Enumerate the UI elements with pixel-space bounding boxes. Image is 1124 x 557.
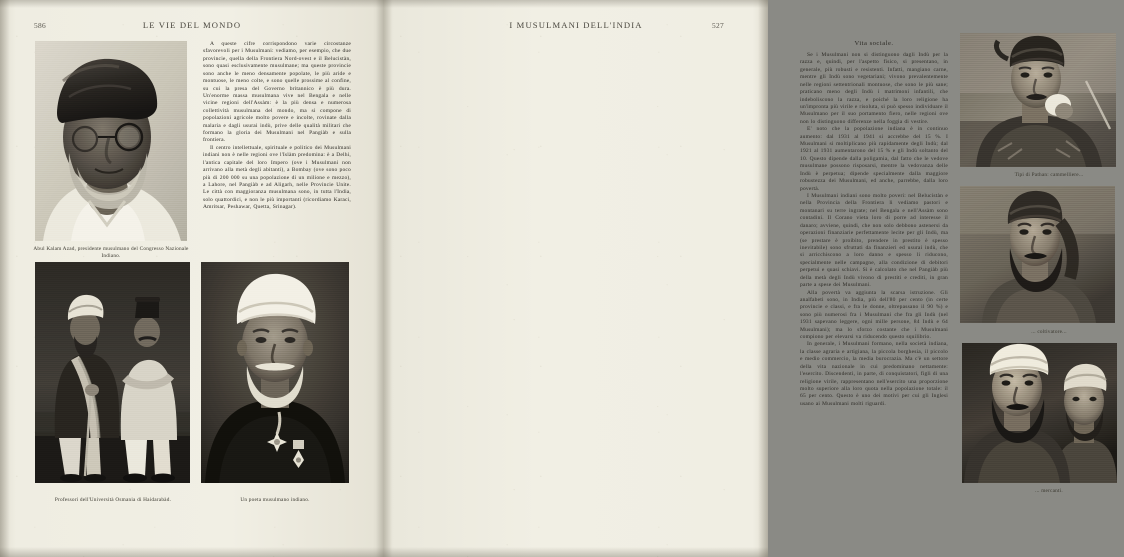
photo-osmania-professors [35,262,190,483]
paragraph: E' noto che la popolazione indiana è in continuo aumento: dal 1931 al 1941 si accrebbe del 15 %. I Musulmani si moltiplicano più rapidamente degli Indù; dal 1921 al 1931 aumentarono del 15 % e gli Indù soltanto del 10. Questo dipende dalla poligamia, dal fatto che le vedove musulmane possono risposarsi, mentre la vedovanza delle Indù è perpetua; dipende specialmente dalla maggiore robustezza dei Musulmani, ed anche, parrebbe, dalla loro povertà. [800,126,948,192]
paper-texture-right [384,0,768,557]
paragraph: Se i Musulmani non si distinguono dagli Indù per la razza e, quindi, per l'aspetto fisico, si presentano, in generale, più robusti e resistenti. Infatti, mangiano carne, mentre gli Indù sono vegetariani; vivono prevalentemente nelle regioni settentrionali montuose, che sono le più sane; praticano meno degli Indù i matrimoni infantili, che indeboliscono la razza, e poiché la loro religione ha un'impronta più virile e risoluta, si può spesso individuare il Musulmano per il suo portamento fiero, nelle regioni ove non lo distinguono differenze nella foggia di vestire. [800,52,948,125]
photo-pathan-farmer [960,186,1115,323]
right-page-text-column [800,52,948,408]
left-page [0,0,384,557]
caption-abul-kalam-azad: Abul Kalam Azad, presidente musulmano del Congresso Nazionale Indiano. [33,246,189,259]
right-page [384,0,1084,557]
running-head-right: I MUSULMANI DELL'INDIA [509,20,643,30]
photo-indian-muslim-poet [201,262,349,483]
photo-pathan-camel-driver [960,33,1116,167]
caption-pathan-farmer: ... coltivatore... [1031,329,1067,335]
photo-abul-kalam-azad [35,41,187,241]
running-head-left: LE VIE DEL MONDO [142,20,242,30]
paragraph: Il centro intellettuale, spirituale e politico dei Musulmani indiani non è nelle regioni ove l'Islàm predomina: è a Delhi, l'antica capitale del loro Impero (ove i Musulmani non arrivano alla metà degli abitanti), a Bombay (ove sono poco più di 200 000 su una popolazione di un milione e mezzo), a Lahore, nel Pangiàb e ad Aligarh, nelle Provincie Unite. Le città con maggioranza musulmana sono, in tutta l'India, solo quattordici, e non le più importanti (ricordiamo Karaci, Amritsar, Peshawar, Quetta, Srinagar). [203,144,351,211]
caption-indian-muslim-poet: Un poeta musulmano indiano. [240,497,310,503]
folio-left: 586 [34,21,46,30]
paragraph: Alla povertà va aggiunta la scarsa istruzione. Gli analfabeti sono, in India, più dell'80 per cento (in certe provincie e classi, e fra le donne, oltrepassano il 90 %) e sono più numerosi fra i Musulmani che fra gli Indù (nel 1931 sapevano leggere, ogni mille persone, 84 Indù e 64 Musulmani); ma lo sforzo costante che i Musulmani compiono per elevarsi va riducendo questo squilibrio. [800,289,948,341]
paragraph: In generale, i Musulmani formano, nella società indiana, la classe agraria e artigiana, la piccola borghesia, il piccolo e medio commercio, la media burocrazia. Ma c'è un settore della vita nazionale in cui predominano nettamente: l'esercito. Discendenti, in parte, di conquistatori, figli di una religione virile, rappresentano nell'esercito una proporzione molto superiore alla loro quota nella popolazione totale: il 65 per cento. Questo è uno dei motivi per cui gli Inglesi usano ai Musulmani molti riguardi. [800,341,948,407]
left-page-text-column [203,41,351,212]
section-subhead: Vita sociale. [854,40,894,47]
caption-pathan-camel-driver: Tipi di Pathan: cammelliere... [1014,172,1084,178]
caption-osmania-professors: Professori dell'Università Osmania di Haidarabàd. [54,497,172,503]
paragraph: A queste cifre corrispondono varie circostanze sfavorevoli per i Musulmani: vediamo, per esempio, che due provincie, quella della Frontiera Nord-ovest e il Belucistàn, sono quasi esclusivamente musulmane; ma queste provincie sono anche le meno densamente popolate, le più aride e montuose, le meno colte, e sono quelle prossime al confine, su cui la presa del Governo britannico è più dura. Un'enorme massa musulmana vive nel Bengala e nelle vicine regioni dell'Assàm: è la più densa e numerosa collettività musulmana del mondo, ma si compone di popolazioni agricole molto povere e incolte, rovinate dalla malaria e dagli usurai indù, prive delle qualità militari che formano la gloria dei Musulmani nel Pangiàb e sulla frontiera. [203,41,351,144]
caption-pathan-merchants: ... mercanti. [1035,488,1063,494]
paragraph: I Musulmani indiani sono molto poveri: nel Belucistàn e nella Provincia della Frontiera li vediamo pastori e montanari su terre ingrate; nel Bengala e nell'Assàm sono contadini. Il Corano vieta loro di porre ad interesse il danaro; avviene, quindi, che non solo debbono astenersi da operazioni finanziarie perfettamente lecite per gli Indù, ma (se prestare è proibito, prendere in prestito è spesso inevitabile) sono sfruttati da finanzieri ed usurai indù, che si arricchiscono a loro danno e spesso li riducono, specialmente nelle campagne, alla condizione di debitori perpetui e quasi schiavi. Si è calcolato che nel Pangiàb più della metà degli Indù vivono di prestiti e crediti, in gran parte a spese dei Musulmani. [800,193,948,289]
photo-pathan-merchants [962,343,1117,483]
folio-right: 527 [712,21,724,30]
